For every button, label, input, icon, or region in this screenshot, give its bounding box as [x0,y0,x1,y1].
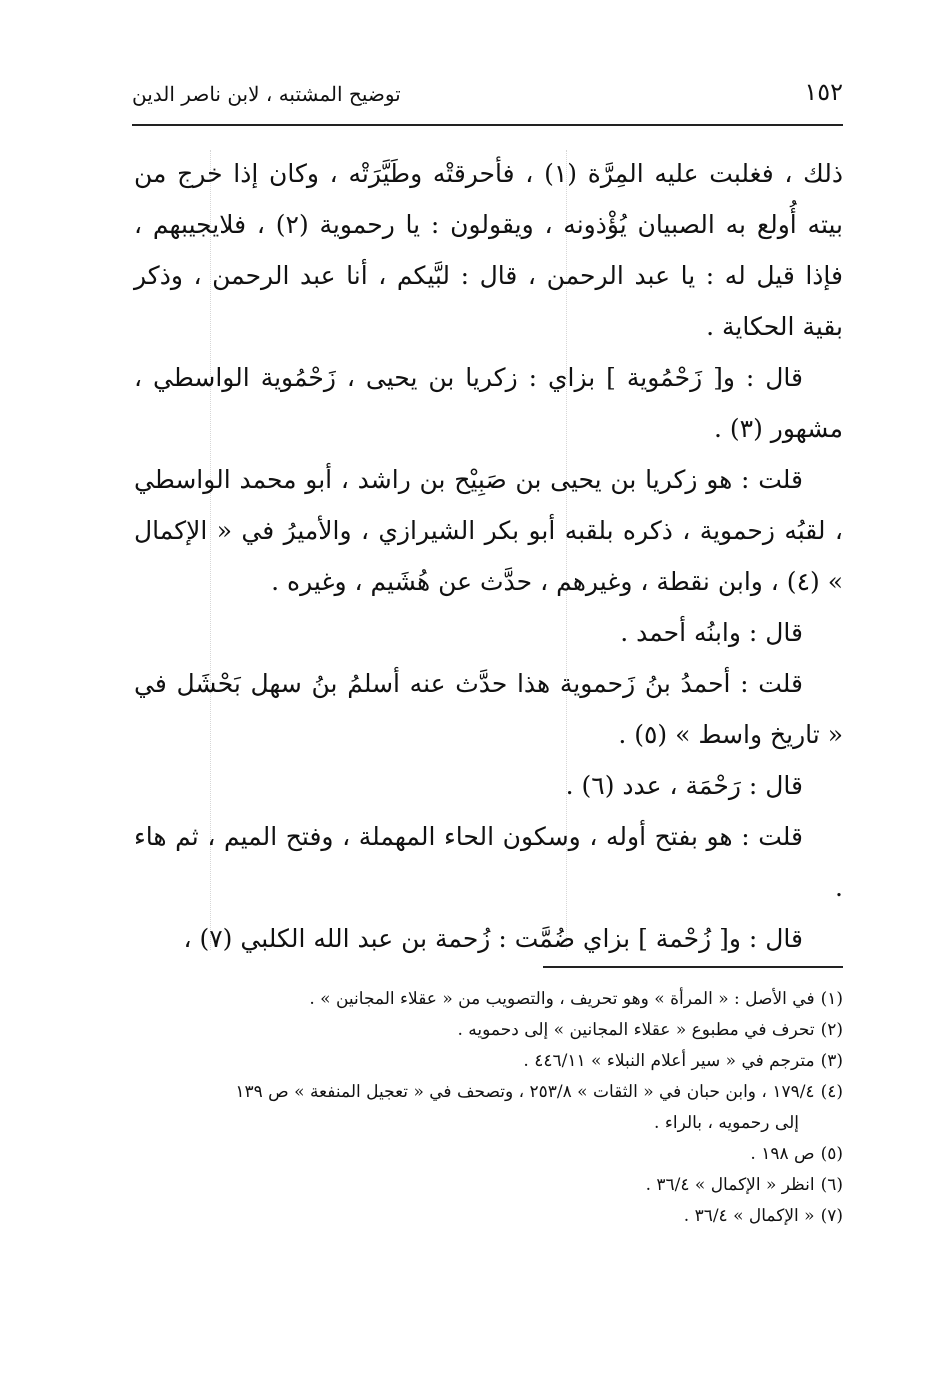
paragraph: قلت : هو زكريا بن يحيى بن صَبِيْح بن راشد ، أبو محمد الواسطي ، لقبُه زحموية ، ذكره بلقبه أبو بكر الشيرازي ، والأميرُ في « الإكمال » (٤) ، وابن نقطة ، وغيرهم ، حدَّث عن هُشَيم ، وغيره . [134,465,843,596]
footnotes [134,984,843,1232]
footnote-number: (٥) [820,1144,843,1164]
paragraph: قال : و[ زَحْمُوية ] بزاي : زكريا بن يحيى ، زَحْمُوية الواسطي ، مشهور (٣) . [134,363,843,443]
paragraph: قال : وابنُه أحمد . [620,618,803,647]
paragraph: قلت : أحمدُ بنُ زَحموية هذا حدَّث عنه أسلمُ بنُ سهل بَحْشَل في « تاريخ واسط » (٥) . [134,669,843,749]
paragraph: قال : رَحْمَة ، عدد (٦) . [565,771,803,800]
footnote-text: مترجم في « سير أعلام النبلاء » ٤٤٦/١١ . [523,1051,815,1071]
footnote [134,984,843,1015]
footnote-text: « الإكمال » ٣٦/٤ . [683,1206,815,1226]
page-header [132,78,843,118]
footnote-text: تحرف في مطبوع « عقلاء المجانين » إلى دحمويه . [457,1020,815,1040]
footnote [134,1046,843,1077]
running-title: توضيح المشتبه ، لابن ناصر الدين [132,82,401,106]
footnote-number: (٤) [820,1082,843,1102]
footnote-continuation: إلى رحمويه ، بالراء . [654,1113,799,1133]
footnote [134,1077,843,1108]
page-number: ١٥٢ [804,78,843,106]
footnote-number: (٧) [820,1206,843,1226]
footnote-number: (١) [820,989,843,1009]
footnote-text: في الأصل : « المرأة » وهو تحريف ، والتصويب من « عقلاء المجانين » . [309,989,815,1009]
footnote [134,1139,843,1170]
footnote-number: (٦) [820,1175,843,1195]
header-rule [132,124,843,126]
paragraph: ذلك ، فغلبت عليه المِرَّة (١) ، فأحرقتْه وطَيَّرَتْه ، وكان إذا خرج من بيته أُولع به الصبيان يُؤْذونه ، ويقولون : يا رحموية (٢) ، فلايجيبهم ، فإذا قيل له : يا عبد الرحمن ، قال : لبَّيكم ، أنا عبد الرحمن ، وذكر بقية الحكاية . [134,159,844,341]
footnote [134,1201,843,1232]
footnote-rule [543,966,843,968]
footnote-number: (٢) [820,1020,843,1040]
footnote-text: انظر « الإكمال » ٣٦/٤ . [645,1175,815,1195]
footnote-text: ص ١٩٨ . [750,1144,815,1164]
paragraph: قال : و[ زُحْمة ] بزاي ضُمَّت : زُحمة بن عبد الله الكلبي (٧) ، [183,924,803,953]
main-text [134,148,843,964]
footnote [134,1015,843,1046]
footnote-text: ١٧٩/٤ ، وابن حبان في « الثقات » ٢٥٣/٨ ، وتصحف في « تعجيل المنفعة » ص ١٣٩ [235,1082,815,1102]
footnote [134,1170,843,1201]
footnote-number: (٣) [820,1051,843,1071]
paragraph: قلت : هو بفتح أوله ، وسكون الحاء المهملة ، وفتح الميم ، ثم هاء . [134,822,843,902]
